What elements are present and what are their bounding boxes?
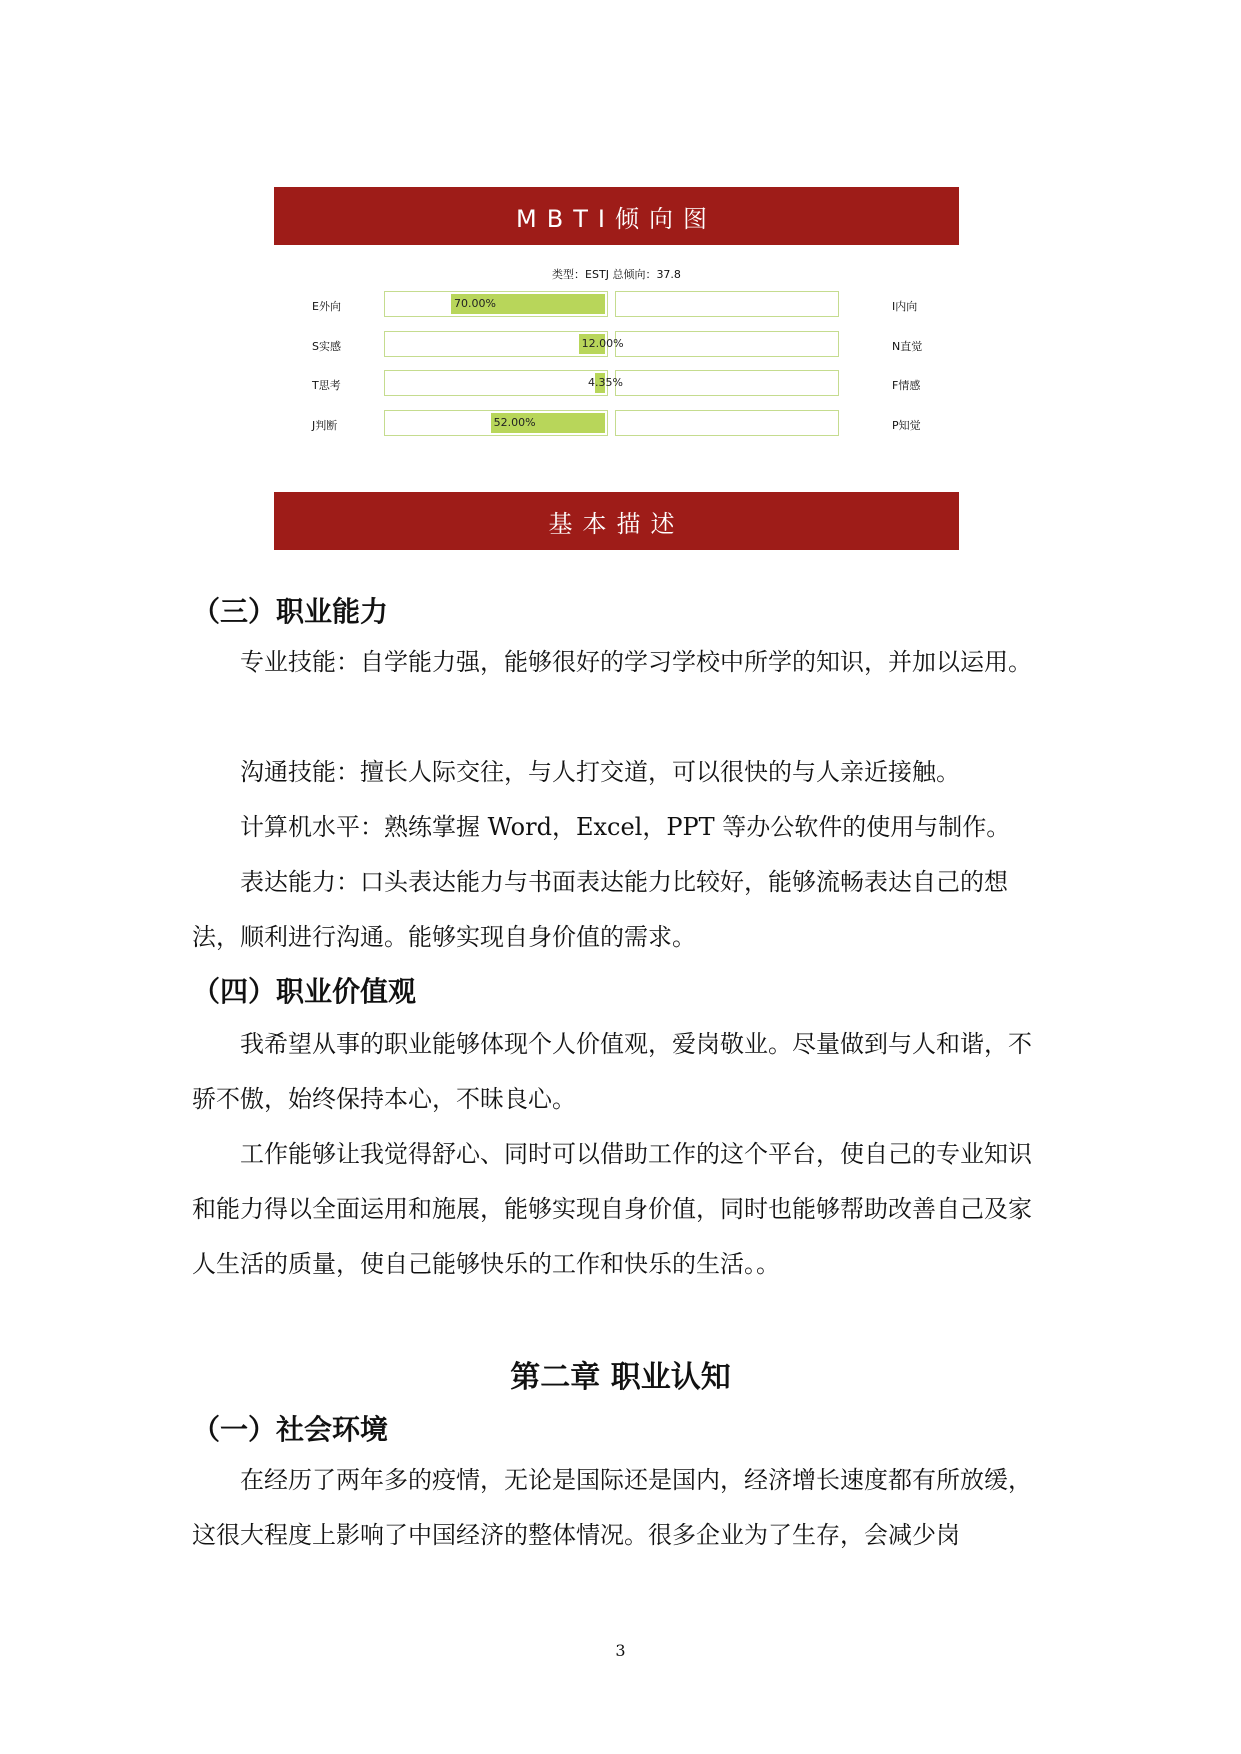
dimension-left-label: E外向 [312,300,341,313]
mbti-row-sn [0,331,1241,361]
dimension-right-label: F情感 [892,379,921,392]
paragraph: 计算机水平：熟练掌握 Word，Excel，PPT 等办公软件的使用与制作。 [240,813,1011,841]
mbti-type-summary: 类型：ESTJ 总倾向：37.8 [552,268,681,281]
paragraph: 沟通技能：擅长人际交往，与人打交道，可以很快的与人亲近接触。 [240,758,960,786]
dimension-right-label: P知觉 [892,419,921,432]
bar-right-box [615,410,839,436]
percent-label: 52.00% [493,416,536,429]
percent-label: 70.00% [454,297,496,310]
chapter-title: 第二章 职业认知 [510,1360,731,1395]
bar-left-box [384,291,608,317]
bar-right-box [615,370,839,396]
section-heading-values: （四）职业价值观 [192,975,417,1008]
paragraph: 表达能力：口头表达能力与书面表达能力比较好，能够流畅表达自己的想法，顺利进行沟通。能够实现自身价值的需求。 [192,868,1008,951]
dimension-right-label: N直觉 [892,340,923,353]
page-number: 3 [615,1641,626,1660]
bar-left-box [384,370,608,396]
bar-right-box [615,331,839,357]
section-heading-ability: （三）职业能力 [192,595,389,628]
bar-right-box [615,291,839,317]
section-heading-social: （一）社会环境 [192,1413,389,1446]
dimension-left-label: T思考 [312,379,341,392]
paragraph: 工作能够让我觉得舒心、同时可以借助工作的这个平台，使自己的专业知识和能力得以全面运用和施展，能够实现自身价值，同时也能够帮助改善自己及家人生活的质量，使自己能够快乐的工作和快乐的生活。。 [192,1140,1032,1278]
basic-description-banner: 基本描述 [274,492,959,550]
mbti-chart-banner: MBTI倾向图 [274,187,959,245]
bar-left-box [384,331,608,357]
mbti-row-tf [0,370,1241,400]
percent-label: 12.00% [581,337,624,350]
paragraph: 在经历了两年多的疫情，无论是国际还是国内，经济增长速度都有所放缓，这很大程度上影响了中国经济的整体情况。很多企业为了生存，会减少岗 [192,1466,1032,1549]
dimension-left-label: S实感 [312,340,341,353]
mbti-row-jp [0,410,1241,440]
dimension-right-label: I内向 [892,300,918,313]
paragraph: 我希望从事的职业能够体现个人价值观，爱岗敬业。尽量做到与人和谐，不骄不傲，始终保持本心，不昧良心。 [192,1030,1032,1113]
mbti-row-ei [0,291,1241,321]
percent-label: 4.35% [588,376,623,389]
dimension-left-label: J判断 [312,419,338,432]
paragraph: 专业技能：自学能力强，能够很好的学习学校中所学的知识，并加以运用。 [240,648,1032,676]
